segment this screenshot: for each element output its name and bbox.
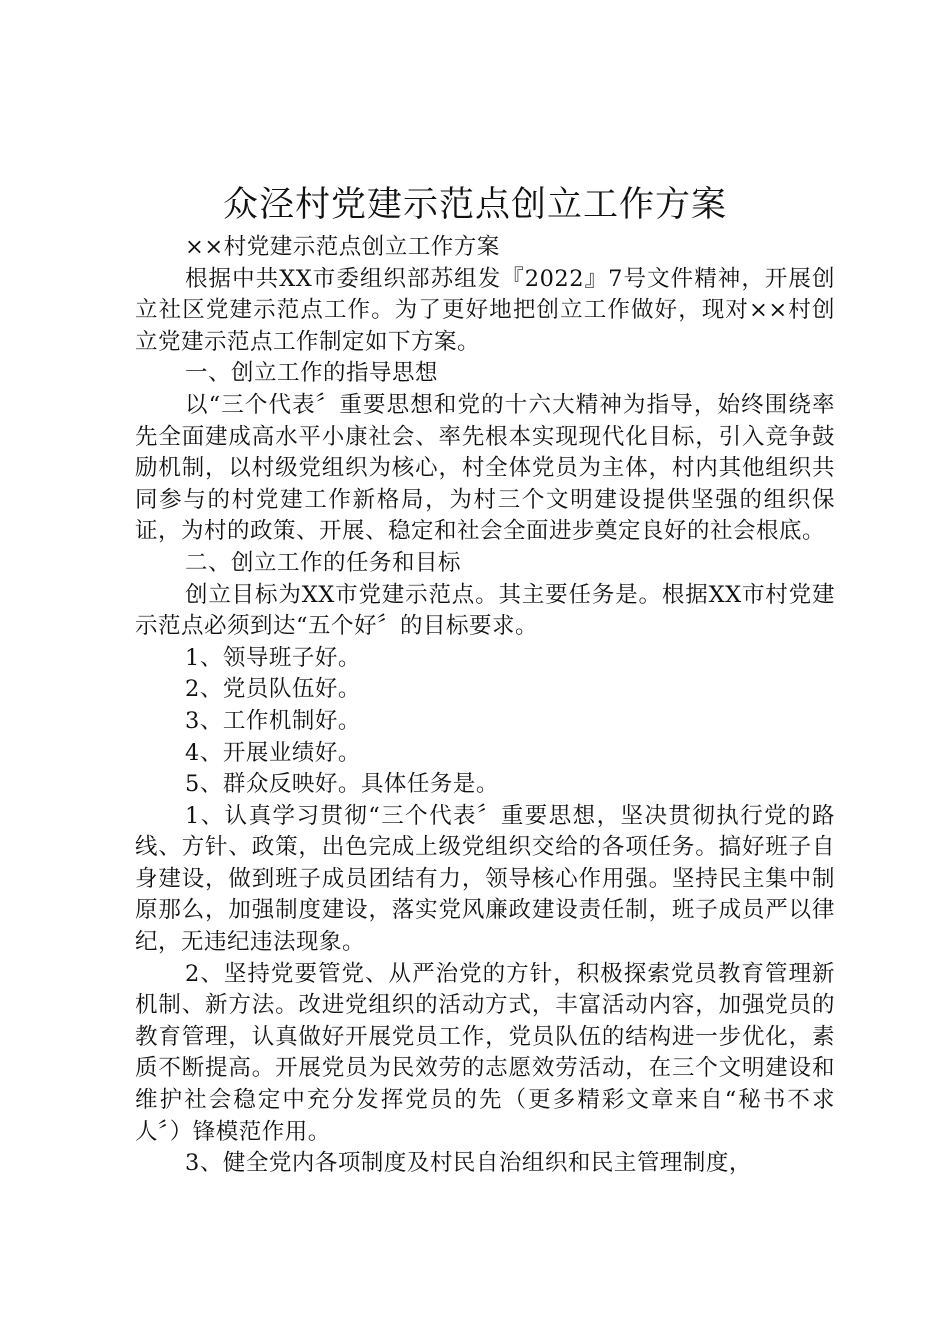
paragraph-task-1: 1、认真学习贯彻“三个代表〞重要思想，坚决贯彻执行党的路线、方针、政策，出色完成上级党组织交给的各项任务。搞好班子自身建设，做到班子成员团结有力，领导核心作用强。坚持民主集中制原那么，加强制度建设，落实党风廉政建设责任制，班子成员严以律纪，无违纪违法现象。: [135, 802, 835, 956]
paragraph-subtitle: ××村党建示范点创立工作方案: [185, 234, 500, 260]
document-body: [135, 232, 835, 1180]
document-title: 众泾村党建示范点创立工作方案: [222, 185, 727, 225]
list-item: 1、领导班子好。: [185, 644, 361, 671]
list-item: 5、群众反映好。具体任务是。: [185, 771, 499, 798]
list-item: 2、党员队伍好。: [185, 676, 361, 703]
list-item: 4、开展业绩好。: [185, 739, 361, 766]
paragraph-guiding-ideology: 以“三个代表〞重要思想和党的十六大精神为指导，始终围绕率先全面建成高水平小康社会、率先根本实现现代化目标，引入竞争鼓励机制，以村级党组织为核心，村全体党员为主体，村内其他组织共同参与的村党建工作新格局，为村三个文明建设提供坚强的组织保证，为村的政策、开展、稳定和社会全面进步奠定良好的社会根底。: [135, 391, 835, 545]
section-heading-guiding-ideology: 一、创立工作的指导思想: [185, 360, 439, 387]
paragraph-goals: 创立目标为XX市党建示范点。其主要任务是。根据XX市村党建示范点必须到达“五个好〞的目标要求。: [135, 581, 835, 640]
section-heading-tasks-goals: 二、创立工作的任务和目标: [185, 549, 462, 576]
paragraph-task-3: 3、健全党内各项制度及村民自治组织和民主管理制度，: [185, 1150, 752, 1177]
paragraph-task-2: 2、坚持党要管党、从严治党的方针，积极探索党员教育管理新机制、新方法。改进党组织的活动方式，丰富活动内容，加强党员的教育管理，认真做好开展党员工作，党员队伍的结构进一步优化，素质不断提高。开展党员为民效劳的志愿效劳活动，在三个文明建设和维护社会稳定中充分发挥党员的先（更多精彩文章来自“秘书不求人〞）锋模范作用。: [135, 960, 835, 1145]
list-item: 3、工作机制好。: [185, 707, 361, 734]
paragraph-intro: 根据中共XX市委组织部苏组发『2022』7号文件精神，开展创立社区党建示范点工作。为了更好地把创立工作做好，现对××村创立党建示范点工作制定如下方案。: [135, 265, 835, 355]
